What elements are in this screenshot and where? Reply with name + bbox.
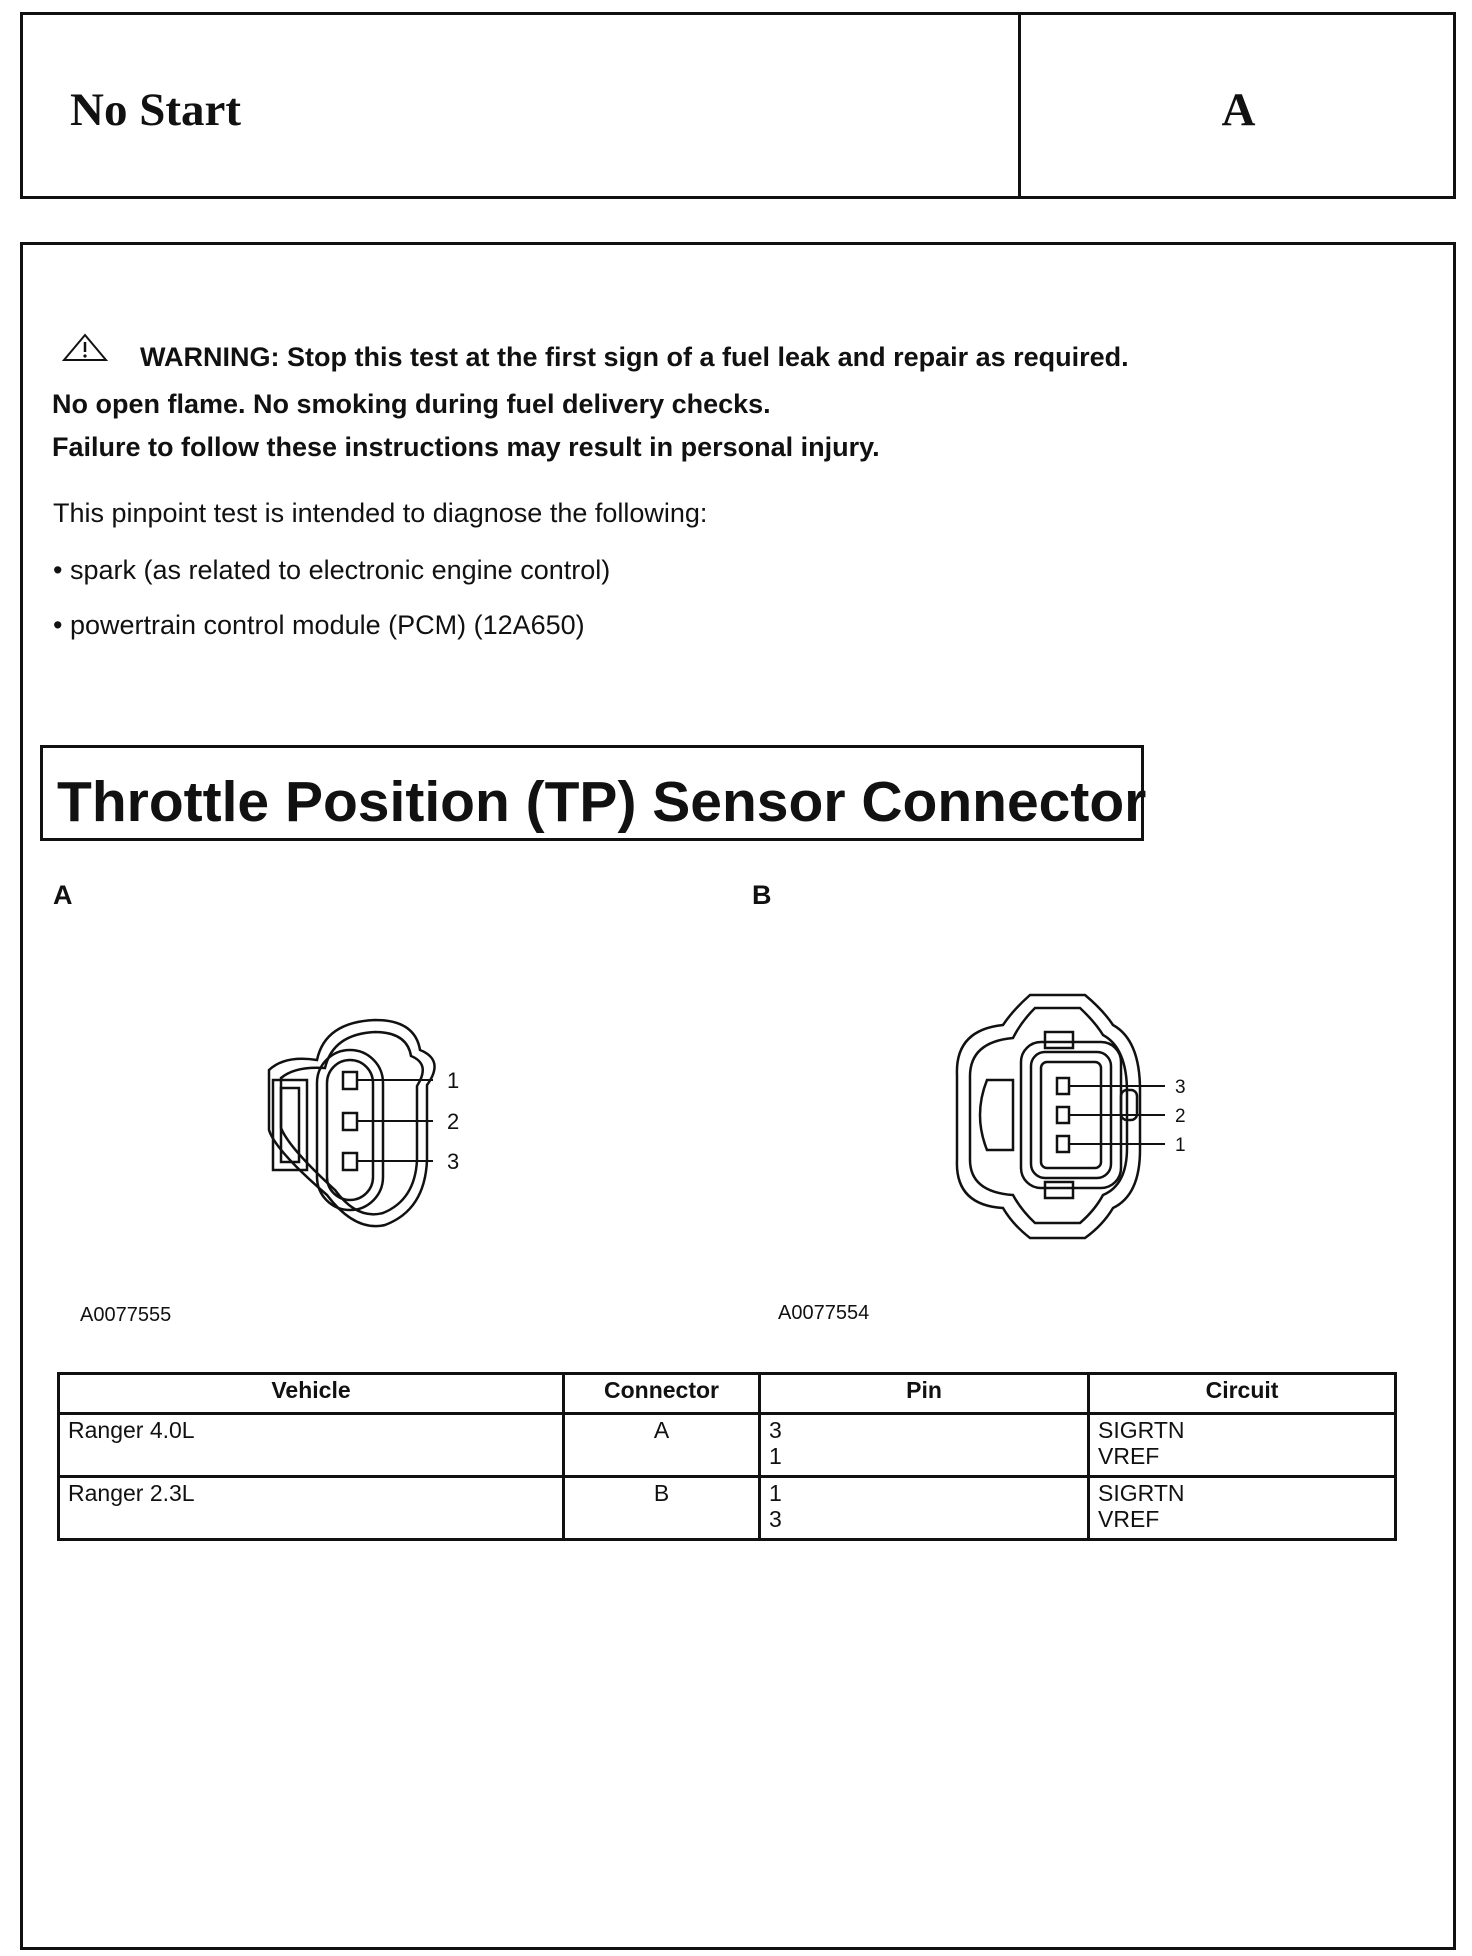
vehicle-cell: Ranger 4.0L [59,1414,564,1477]
diagram-a-label: A [53,880,73,910]
figure-ref-a: A0077555 [80,1304,172,1326]
warning-line-1: WARNING: Stop this test at the first sign of a fuel leak and repair as required. [140,342,1129,372]
pin-value: 1 [769,1480,782,1506]
connector-b-diagram [935,980,1205,1250]
bullet-item: • spark (as related to electronic engine control) [53,555,611,585]
warning-line-3: Failure to follow these instructions may result in personal injury. [52,432,880,462]
circuit-value: VREF [1098,1443,1160,1469]
column-header: Connector [564,1374,760,1414]
figure-ref-b: A0077554 [778,1302,870,1324]
column-header: Pin [760,1374,1089,1414]
circuit-cell [1089,1477,1396,1540]
pin-cell [760,1477,1089,1540]
test-letter: A [1221,84,1256,136]
pin-label: 2 [1175,1106,1186,1127]
circuit-value: VREF [1098,1506,1160,1532]
circuit-value: SIGRTN [1098,1480,1185,1506]
bullet-item: • powertrain control module (PCM) (12A650) [53,610,585,640]
warning-line-2: No open flame. No smoking during fuel delivery checks. [52,389,771,419]
table-header-row [59,1374,1396,1414]
page-title: No Start [70,84,241,136]
section-title: Throttle Position (TP) Sensor Connector [57,770,1147,834]
pin-value: 3 [769,1417,782,1443]
column-header: Vehicle [59,1374,564,1414]
intro-text: This pinpoint test is intended to diagnose the following: [53,498,708,528]
pin-label: 2 [447,1109,460,1134]
connector-cell: A [564,1414,760,1477]
pin-label: 1 [447,1068,460,1093]
connector-cell: B [564,1477,760,1540]
pin-label: 3 [447,1149,460,1174]
circuit-cell [1089,1414,1396,1477]
column-header: Circuit [1089,1374,1396,1414]
pin-table [57,1372,1397,1541]
pin-cell [760,1414,1089,1477]
table-row [59,1414,1396,1477]
pin-label: 3 [1175,1077,1186,1098]
pin-label: 1 [1175,1135,1186,1156]
pin-value: 3 [769,1506,782,1532]
table-row [59,1477,1396,1540]
pin-value: 1 [769,1443,782,1469]
circuit-value: SIGRTN [1098,1417,1185,1443]
diagram-b-label: B [752,880,772,910]
warning-triangle-icon [62,333,108,363]
connector-a-diagram [255,1010,495,1240]
vehicle-cell: Ranger 2.3L [59,1477,564,1540]
